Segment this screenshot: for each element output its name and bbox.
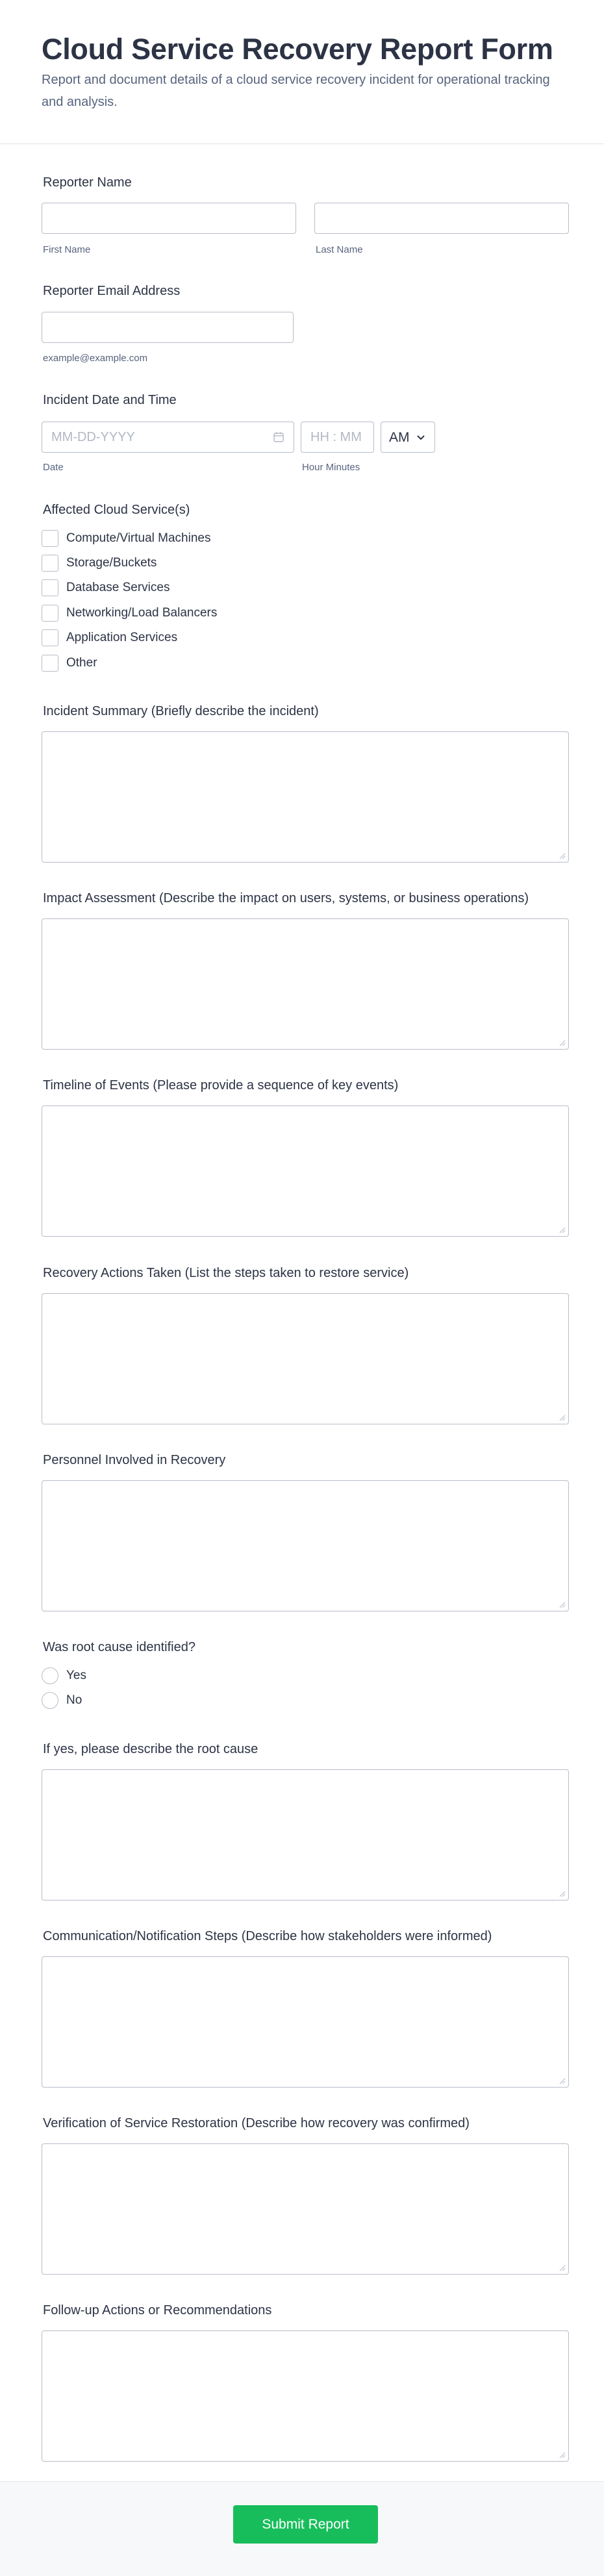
recovery-actions-label: Recovery Actions Taken (List the steps taken to restore service) [43,1266,409,1280]
checkbox[interactable] [42,629,58,646]
first-name-input[interactable] [42,203,296,234]
checkbox-label: Networking/Load Balancers [66,606,218,620]
checkbox[interactable] [42,579,58,596]
checkbox[interactable] [42,530,58,547]
incident-time-input[interactable] [301,422,374,453]
recovery-actions-textarea[interactable] [42,1293,569,1424]
resize-handle-icon[interactable] [558,1039,566,1046]
incident-date-input[interactable] [42,422,294,453]
chevron-down-icon [415,431,427,443]
incident-summary-label: Incident Summary (Briefly describe the incident) [43,704,319,718]
root-cause-desc-textarea[interactable] [42,1769,569,1900]
communication-label: Communication/Notification Steps (Describe how stakeholders were informed) [43,1929,492,1943]
resize-handle-icon[interactable] [558,1226,566,1233]
root-cause-label: Was root cause identified? [43,1640,195,1654]
radio-button[interactable] [42,1667,58,1684]
checkbox-label: Application Services [66,631,178,644]
page-subtitle: Report and document details of a cloud service recovery incident for operational tracking and analysis. [42,73,550,109]
date-sublabel: Date [43,462,64,473]
timeline-label: Timeline of Events (Please provide a sequence of key events) [43,1078,399,1092]
radio-label: Yes [66,1669,86,1682]
personnel-label: Personnel Involved in Recovery [43,1453,226,1467]
incident-summary-textarea[interactable] [42,731,569,863]
submit-button[interactable]: Submit Report [233,2505,378,2544]
last-name-input[interactable] [314,203,569,234]
timeline-textarea[interactable] [42,1105,569,1237]
email-input[interactable] [42,312,294,343]
time-placeholder: HH : MM [310,430,362,444]
email-sublabel: example@example.com [43,353,148,364]
root-cause-desc-label: If yes, please describe the root cause [43,1742,258,1756]
radio-button[interactable] [42,1692,58,1709]
checkbox-label: Database Services [66,581,170,594]
checkbox-label: Storage/Buckets [66,556,157,570]
services-label: Affected Cloud Service(s) [43,503,190,517]
resize-handle-icon[interactable] [558,2451,566,2458]
impact-assessment-textarea[interactable] [42,918,569,1050]
impact-assessment-label: Impact Assessment (Describe the impact on users, systems, or business operations) [43,891,529,905]
resize-handle-icon[interactable] [558,2264,566,2271]
checkbox[interactable] [42,605,58,622]
verification-label: Verification of Service Restoration (Describe how recovery was confirmed) [43,2116,470,2130]
reporter-name-label: Reporter Name [43,175,132,190]
incident-datetime-label: Incident Date and Time [43,393,177,407]
followup-textarea[interactable] [42,2330,569,2462]
ampm-value: AM [389,430,410,445]
communication-textarea[interactable] [42,1956,569,2088]
resize-handle-icon[interactable] [558,1600,566,1608]
resize-handle-icon[interactable] [558,1889,566,1897]
checkbox-label: Other [66,656,97,670]
form-footer [0,2481,604,2576]
ampm-select[interactable] [381,422,435,453]
resize-handle-icon[interactable] [558,1413,566,1421]
checkbox[interactable] [42,655,58,672]
personnel-textarea[interactable] [42,1480,569,1611]
last-name-sublabel: Last Name [316,244,363,255]
email-label: Reporter Email Address [43,284,181,298]
radio-label: No [66,1693,82,1707]
first-name-sublabel: First Name [43,244,91,255]
date-placeholder: MM-DD-YYYY [51,430,135,444]
resize-handle-icon[interactable] [558,852,566,859]
form-header [0,0,604,144]
verification-textarea[interactable] [42,2143,569,2275]
followup-label: Follow-up Actions or Recommendations [43,2303,272,2317]
resize-handle-icon[interactable] [558,2077,566,2084]
checkbox-label: Compute/Virtual Machines [66,531,211,545]
calendar-icon[interactable] [273,431,284,443]
checkbox[interactable] [42,555,58,572]
time-sublabel: Hour Minutes [302,462,360,473]
page-title: Cloud Service Recovery Report Form [42,32,553,66]
